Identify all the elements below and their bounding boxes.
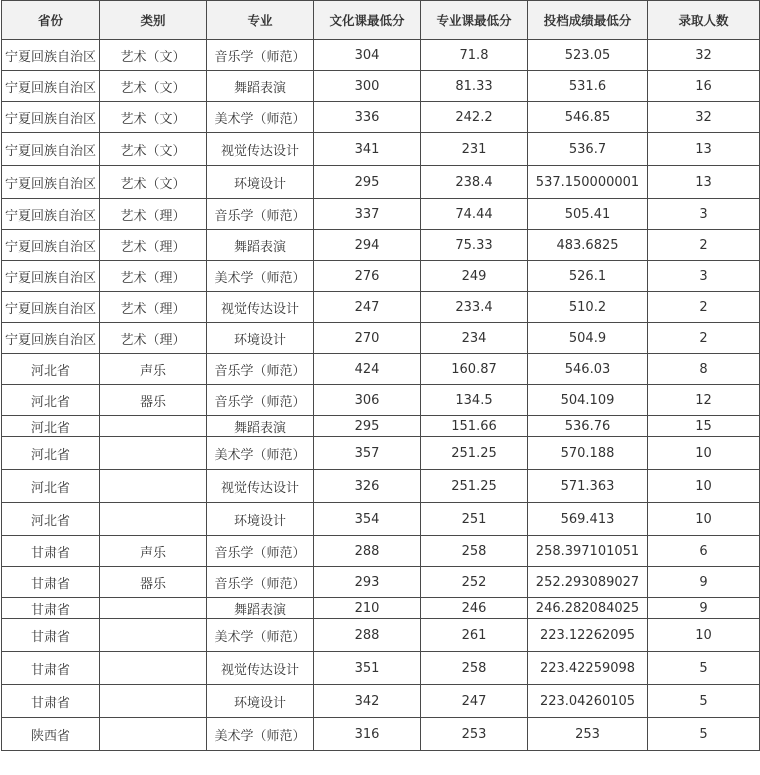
cell-filing-min-score: 546.03 <box>528 354 648 385</box>
table-row <box>2 598 760 619</box>
cell-province: 河北省 <box>2 354 100 385</box>
cell-culture-min-score: 294 <box>314 230 421 261</box>
cell-category: 艺术（理） <box>100 292 207 323</box>
cell-major: 环境设计 <box>207 323 314 354</box>
cell-culture-min-score: 351 <box>314 652 421 685</box>
cell-major-min-score: 75.33 <box>421 230 528 261</box>
cell-major: 美术学（师范） <box>207 437 314 470</box>
header-category: 类别 <box>100 1 207 40</box>
cell-province: 宁夏回族自治区 <box>2 323 100 354</box>
cell-culture-min-score: 354 <box>314 503 421 536</box>
cell-major: 音乐学（师范） <box>207 536 314 567</box>
cell-culture-min-score: 337 <box>314 199 421 230</box>
cell-filing-min-score: 569.413 <box>528 503 648 536</box>
header-major-min-score: 专业课最低分 <box>421 1 528 40</box>
cell-province: 河北省 <box>2 470 100 503</box>
cell-category <box>100 470 207 503</box>
cell-admitted-count: 5 <box>648 718 760 751</box>
cell-major: 音乐学（师范） <box>207 567 314 598</box>
cell-major-min-score: 71.8 <box>421 40 528 71</box>
table-row <box>2 292 760 323</box>
cell-category <box>100 503 207 536</box>
cell-major: 环境设计 <box>207 166 314 199</box>
cell-major: 美术学（师范） <box>207 102 314 133</box>
cell-province: 甘肃省 <box>2 567 100 598</box>
cell-major: 舞蹈表演 <box>207 230 314 261</box>
table-body <box>2 40 760 751</box>
table-row <box>2 261 760 292</box>
cell-admitted-count: 3 <box>648 261 760 292</box>
cell-province: 甘肃省 <box>2 598 100 619</box>
cell-major-min-score: 249 <box>421 261 528 292</box>
cell-culture-min-score: 295 <box>314 166 421 199</box>
cell-major: 音乐学（师范） <box>207 40 314 71</box>
cell-category: 器乐 <box>100 385 207 416</box>
cell-province: 河北省 <box>2 437 100 470</box>
cell-category: 艺术（理） <box>100 199 207 230</box>
cell-culture-min-score: 288 <box>314 619 421 652</box>
cell-province: 宁夏回族自治区 <box>2 166 100 199</box>
cell-admitted-count: 12 <box>648 385 760 416</box>
header-province: 省份 <box>2 1 100 40</box>
cell-admitted-count: 32 <box>648 40 760 71</box>
cell-category: 艺术（文） <box>100 133 207 166</box>
cell-admitted-count: 15 <box>648 416 760 437</box>
cell-major-min-score: 258 <box>421 536 528 567</box>
cell-filing-min-score: 246.282084025 <box>528 598 648 619</box>
cell-category <box>100 437 207 470</box>
cell-major: 视觉传达设计 <box>207 292 314 323</box>
table-row <box>2 470 760 503</box>
cell-category <box>100 598 207 619</box>
cell-culture-min-score: 342 <box>314 685 421 718</box>
cell-province: 宁夏回族自治区 <box>2 230 100 261</box>
cell-admitted-count: 5 <box>648 652 760 685</box>
cell-filing-min-score: 526.1 <box>528 261 648 292</box>
cell-category: 艺术（理） <box>100 323 207 354</box>
cell-category: 艺术（文） <box>100 166 207 199</box>
header-culture-min-score: 文化课最低分 <box>314 1 421 40</box>
table-row <box>2 385 760 416</box>
cell-culture-min-score: 276 <box>314 261 421 292</box>
cell-province: 河北省 <box>2 416 100 437</box>
cell-filing-min-score: 571.363 <box>528 470 648 503</box>
cell-major: 视觉传达设计 <box>207 133 314 166</box>
cell-province: 甘肃省 <box>2 619 100 652</box>
cell-major-min-score: 74.44 <box>421 199 528 230</box>
cell-culture-min-score: 210 <box>314 598 421 619</box>
table-row <box>2 199 760 230</box>
cell-culture-min-score: 304 <box>314 40 421 71</box>
cell-category <box>100 416 207 437</box>
cell-culture-min-score: 293 <box>314 567 421 598</box>
cell-culture-min-score: 247 <box>314 292 421 323</box>
table-row <box>2 102 760 133</box>
cell-category: 艺术（文） <box>100 71 207 102</box>
cell-major: 环境设计 <box>207 503 314 536</box>
cell-culture-min-score: 316 <box>314 718 421 751</box>
cell-major-min-score: 246 <box>421 598 528 619</box>
cell-major-min-score: 253 <box>421 718 528 751</box>
cell-filing-min-score: 258.397101051 <box>528 536 648 567</box>
header-admitted-count: 录取人数 <box>648 1 760 40</box>
cell-province: 宁夏回族自治区 <box>2 292 100 323</box>
cell-major-min-score: 81.33 <box>421 71 528 102</box>
cell-filing-min-score: 505.41 <box>528 199 648 230</box>
cell-category: 艺术（文） <box>100 40 207 71</box>
cell-filing-min-score: 223.12262095 <box>528 619 648 652</box>
cell-filing-min-score: 223.42259098 <box>528 652 648 685</box>
cell-filing-min-score: 483.6825 <box>528 230 648 261</box>
cell-major: 美术学（师范） <box>207 619 314 652</box>
cell-major-min-score: 238.4 <box>421 166 528 199</box>
cell-major: 环境设计 <box>207 685 314 718</box>
cell-category: 器乐 <box>100 567 207 598</box>
cell-admitted-count: 10 <box>648 503 760 536</box>
cell-admitted-count: 9 <box>648 567 760 598</box>
cell-admitted-count: 13 <box>648 133 760 166</box>
table-row <box>2 503 760 536</box>
cell-major-min-score: 151.66 <box>421 416 528 437</box>
cell-major-min-score: 247 <box>421 685 528 718</box>
cell-filing-min-score: 510.2 <box>528 292 648 323</box>
cell-major: 美术学（师范） <box>207 261 314 292</box>
cell-major-min-score: 261 <box>421 619 528 652</box>
cell-culture-min-score: 326 <box>314 470 421 503</box>
cell-major: 视觉传达设计 <box>207 652 314 685</box>
cell-category: 艺术（文） <box>100 102 207 133</box>
cell-culture-min-score: 270 <box>314 323 421 354</box>
cell-filing-min-score: 536.76 <box>528 416 648 437</box>
cell-major: 音乐学（师范） <box>207 354 314 385</box>
cell-admitted-count: 3 <box>648 199 760 230</box>
cell-major-min-score: 251 <box>421 503 528 536</box>
cell-culture-min-score: 288 <box>314 536 421 567</box>
cell-major-min-score: 251.25 <box>421 437 528 470</box>
cell-province: 宁夏回族自治区 <box>2 71 100 102</box>
cell-admitted-count: 2 <box>648 230 760 261</box>
table-header-row <box>2 1 760 40</box>
cell-culture-min-score: 424 <box>314 354 421 385</box>
cell-filing-min-score: 536.7 <box>528 133 648 166</box>
cell-major-min-score: 134.5 <box>421 385 528 416</box>
cell-admitted-count: 32 <box>648 102 760 133</box>
cell-culture-min-score: 341 <box>314 133 421 166</box>
cell-filing-min-score: 223.04260105 <box>528 685 648 718</box>
table-row <box>2 416 760 437</box>
cell-major: 视觉传达设计 <box>207 470 314 503</box>
cell-culture-min-score: 336 <box>314 102 421 133</box>
cell-culture-min-score: 295 <box>314 416 421 437</box>
cell-filing-min-score: 253 <box>528 718 648 751</box>
table-row <box>2 567 760 598</box>
cell-major-min-score: 252 <box>421 567 528 598</box>
cell-province: 甘肃省 <box>2 652 100 685</box>
header-major: 专业 <box>207 1 314 40</box>
cell-culture-min-score: 357 <box>314 437 421 470</box>
cell-category: 声乐 <box>100 536 207 567</box>
cell-major: 舞蹈表演 <box>207 598 314 619</box>
cell-culture-min-score: 306 <box>314 385 421 416</box>
header-filing-min-score: 投档成绩最低分 <box>528 1 648 40</box>
cell-admitted-count: 9 <box>648 598 760 619</box>
cell-province: 河北省 <box>2 385 100 416</box>
cell-category: 艺术（理） <box>100 261 207 292</box>
table-row <box>2 166 760 199</box>
table-row <box>2 71 760 102</box>
cell-filing-min-score: 570.188 <box>528 437 648 470</box>
table-row <box>2 354 760 385</box>
cell-filing-min-score: 504.109 <box>528 385 648 416</box>
cell-major: 舞蹈表演 <box>207 416 314 437</box>
cell-admitted-count: 6 <box>648 536 760 567</box>
table-row <box>2 619 760 652</box>
cell-province: 陕西省 <box>2 718 100 751</box>
cell-province: 宁夏回族自治区 <box>2 102 100 133</box>
cell-major-min-score: 242.2 <box>421 102 528 133</box>
cell-major: 美术学（师范） <box>207 718 314 751</box>
cell-filing-min-score: 546.85 <box>528 102 648 133</box>
table-row <box>2 685 760 718</box>
cell-category: 艺术（理） <box>100 230 207 261</box>
cell-admitted-count: 2 <box>648 323 760 354</box>
cell-filing-min-score: 504.9 <box>528 323 648 354</box>
cell-major-min-score: 233.4 <box>421 292 528 323</box>
table-row <box>2 718 760 751</box>
cell-major-min-score: 234 <box>421 323 528 354</box>
cell-major-min-score: 160.87 <box>421 354 528 385</box>
table-row <box>2 230 760 261</box>
cell-category <box>100 652 207 685</box>
cell-admitted-count: 10 <box>648 437 760 470</box>
cell-admitted-count: 5 <box>648 685 760 718</box>
cell-filing-min-score: 537.150000001 <box>528 166 648 199</box>
cell-province: 宁夏回族自治区 <box>2 199 100 230</box>
cell-province: 甘肃省 <box>2 685 100 718</box>
cell-category: 声乐 <box>100 354 207 385</box>
cell-province: 宁夏回族自治区 <box>2 261 100 292</box>
cell-province: 宁夏回族自治区 <box>2 133 100 166</box>
cell-admitted-count: 2 <box>648 292 760 323</box>
cell-culture-min-score: 300 <box>314 71 421 102</box>
cell-category <box>100 718 207 751</box>
cell-province: 甘肃省 <box>2 536 100 567</box>
cell-filing-min-score: 531.6 <box>528 71 648 102</box>
cell-major-min-score: 251.25 <box>421 470 528 503</box>
cell-major: 舞蹈表演 <box>207 71 314 102</box>
table-row <box>2 40 760 71</box>
cell-filing-min-score: 252.293089027 <box>528 567 648 598</box>
cell-category <box>100 685 207 718</box>
table-row <box>2 536 760 567</box>
cell-admitted-count: 8 <box>648 354 760 385</box>
cell-province: 宁夏回族自治区 <box>2 40 100 71</box>
table-row <box>2 437 760 470</box>
cell-major-min-score: 258 <box>421 652 528 685</box>
cell-category <box>100 619 207 652</box>
cell-major-min-score: 231 <box>421 133 528 166</box>
cell-filing-min-score: 523.05 <box>528 40 648 71</box>
table-row <box>2 133 760 166</box>
admission-scores-table <box>1 0 760 751</box>
table-row <box>2 652 760 685</box>
cell-major: 音乐学（师范） <box>207 385 314 416</box>
cell-admitted-count: 10 <box>648 619 760 652</box>
table-row <box>2 323 760 354</box>
cell-admitted-count: 16 <box>648 71 760 102</box>
cell-admitted-count: 10 <box>648 470 760 503</box>
cell-province: 河北省 <box>2 503 100 536</box>
cell-major: 音乐学（师范） <box>207 199 314 230</box>
cell-admitted-count: 13 <box>648 166 760 199</box>
